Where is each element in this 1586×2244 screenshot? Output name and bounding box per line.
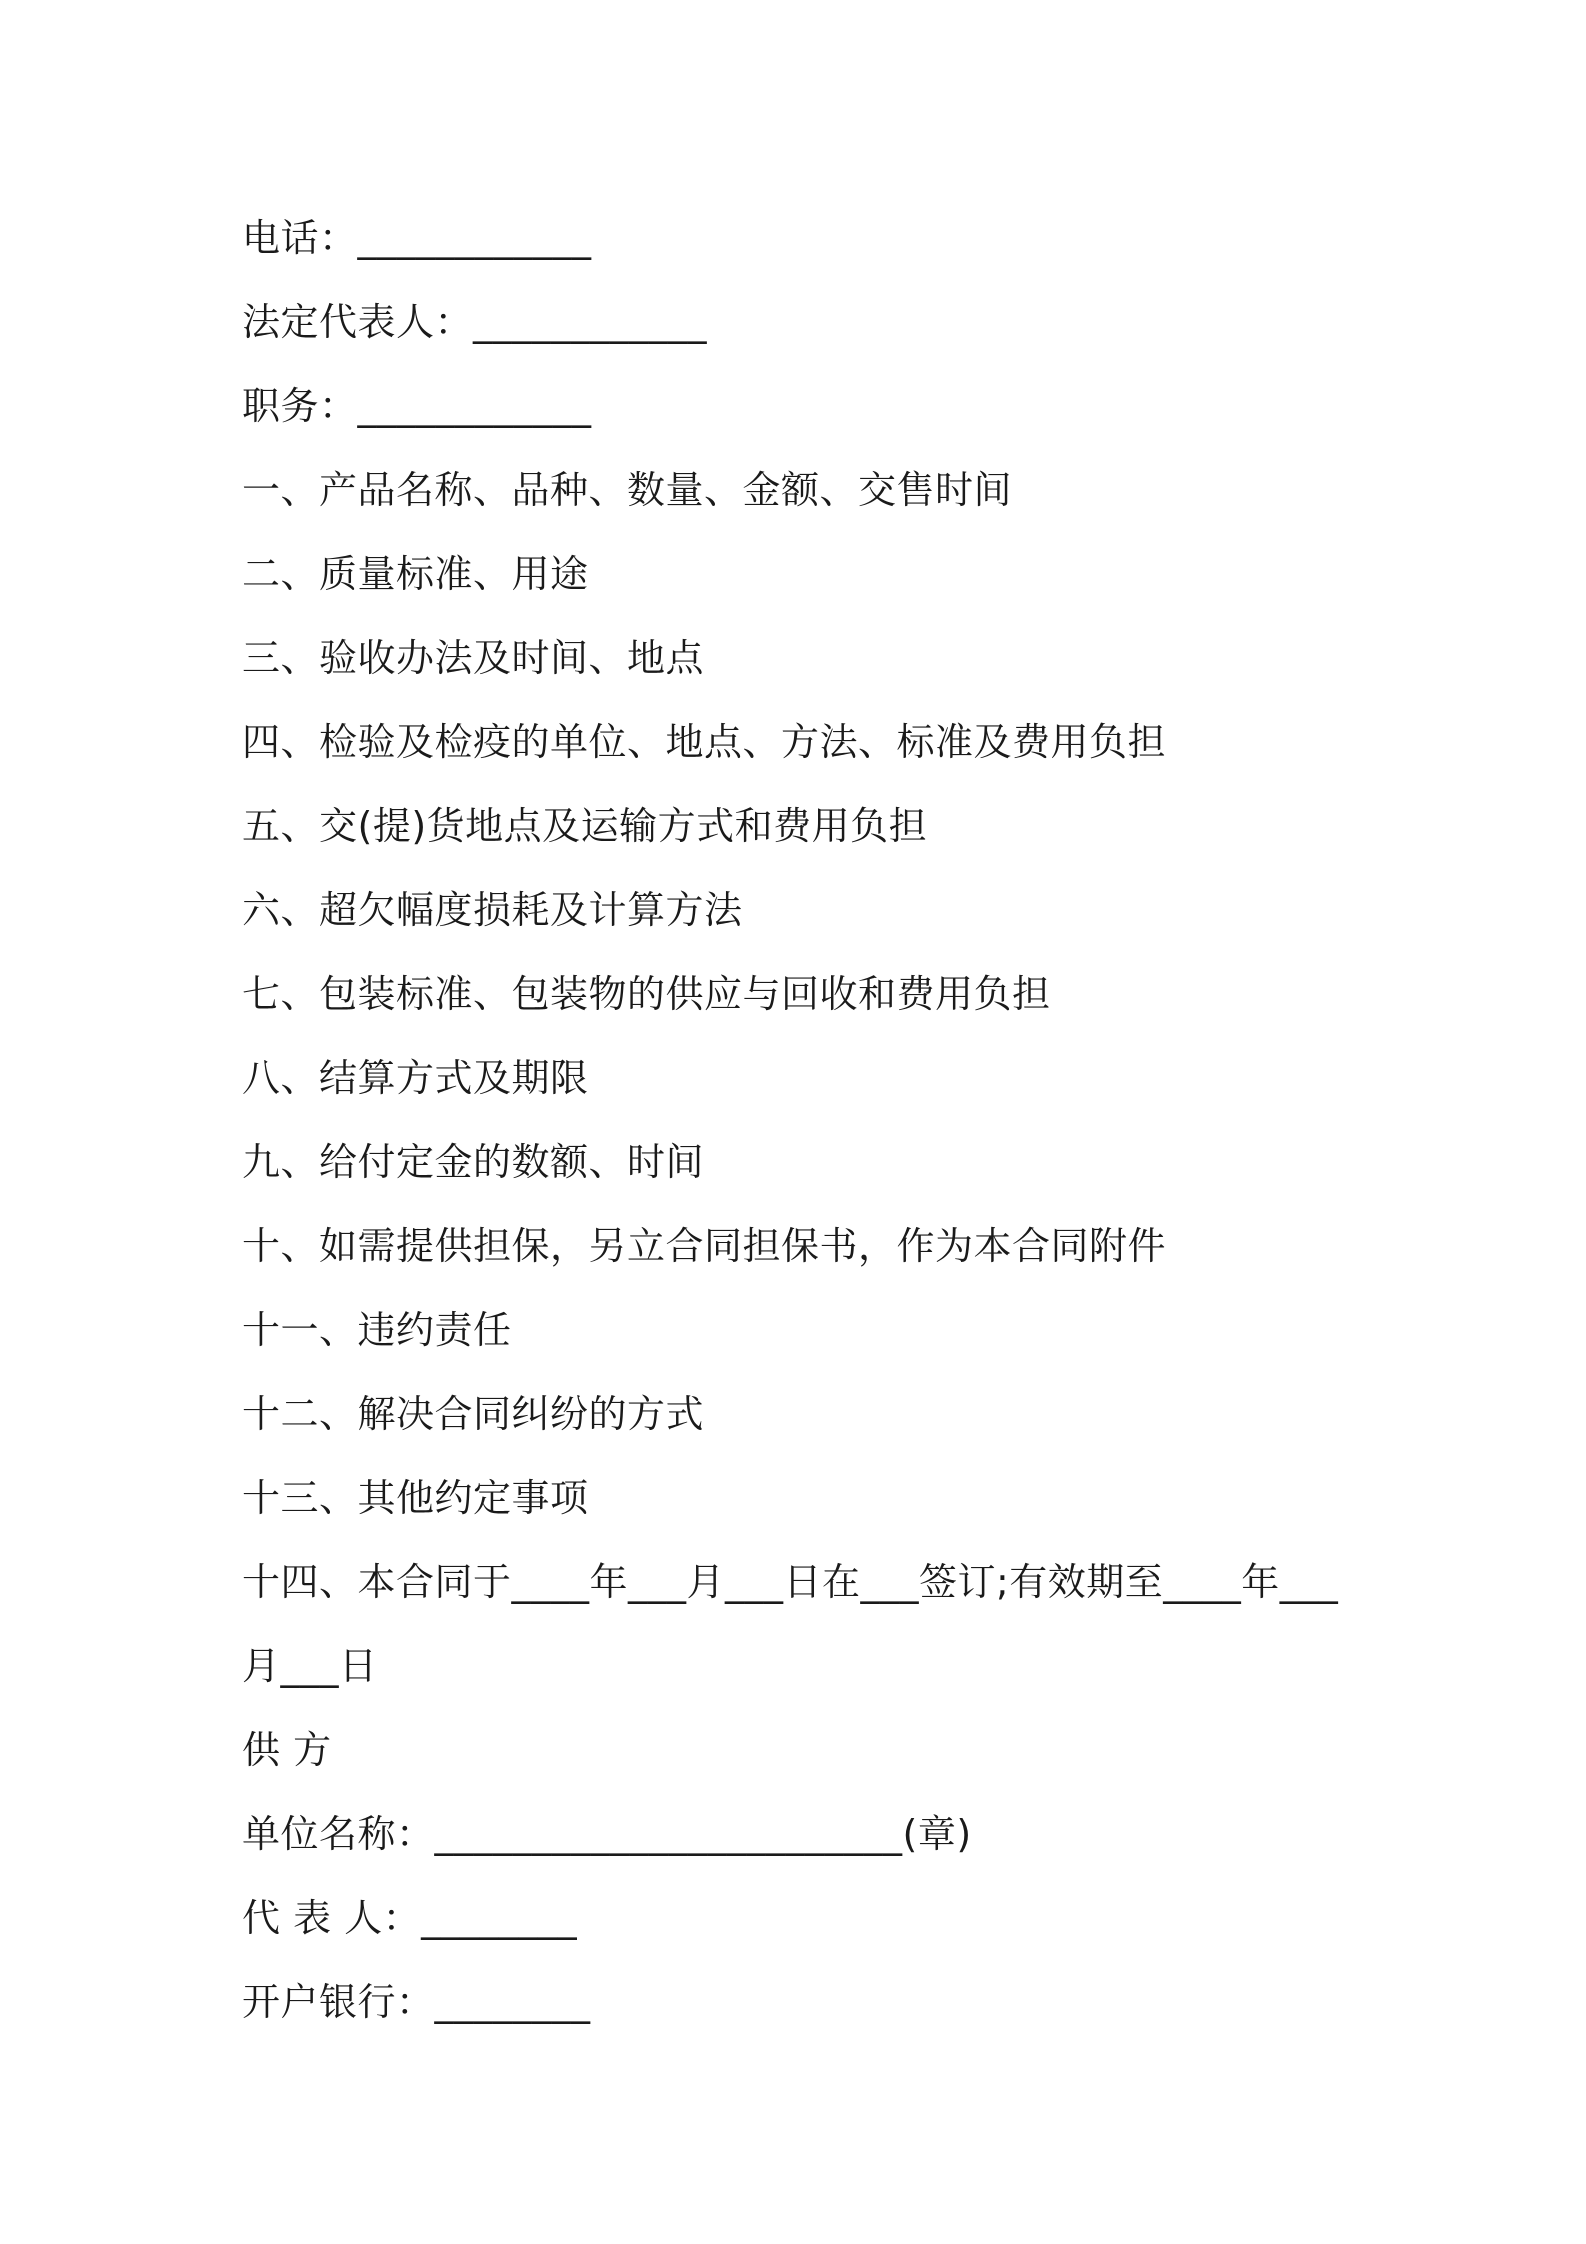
clause-8: 八、结算方式及期限 — [242, 1056, 589, 1100]
clause-10: 十、如需提供担保，另立合同担保书，作为本合同附件 — [242, 1224, 1167, 1268]
bank-field: 开户银行：________ — [242, 1980, 591, 2024]
clause-11: 十一、违约责任 — [242, 1308, 512, 1352]
phone-field: 电话：____________ — [242, 216, 592, 260]
clause-14: 十四、本合同于____年___月___日在___签订;有效期至____年___ — [242, 1560, 1339, 1604]
clause-9: 九、给付定金的数额、时间 — [242, 1140, 705, 1184]
clause-7: 七、包装标准、包装物的供应与回收和费用负担 — [242, 972, 1051, 1016]
clause-13: 十三、其他约定事项 — [242, 1476, 589, 1520]
legal-representative-field: 法定代表人：____________ — [242, 300, 708, 344]
supplier-heading: 供 方 — [242, 1728, 332, 1772]
clause-14-continued: 月___日 — [242, 1644, 378, 1688]
clause-5: 五、交(提)货地点及运输方式和费用负担 — [242, 804, 928, 848]
clause-12: 十二、解决合同纠纷的方式 — [242, 1392, 705, 1436]
company-name-field: 单位名称：________________________(章) — [242, 1812, 972, 1856]
clause-2: 二、质量标准、用途 — [242, 552, 589, 596]
contract-body — [242, 196, 1392, 2044]
clause-6: 六、超欠幅度损耗及计算方法 — [242, 888, 743, 932]
clause-4: 四、检验及检疫的单位、地点、方法、标准及费用负担 — [242, 720, 1167, 764]
clause-1: 一、产品名称、品种、数量、金额、交售时间 — [242, 468, 1013, 512]
position-field: 职务：____________ — [242, 384, 592, 428]
clause-3: 三、验收办法及时间、地点 — [242, 636, 705, 680]
representative-field: 代 表 人：________ — [242, 1896, 578, 1940]
